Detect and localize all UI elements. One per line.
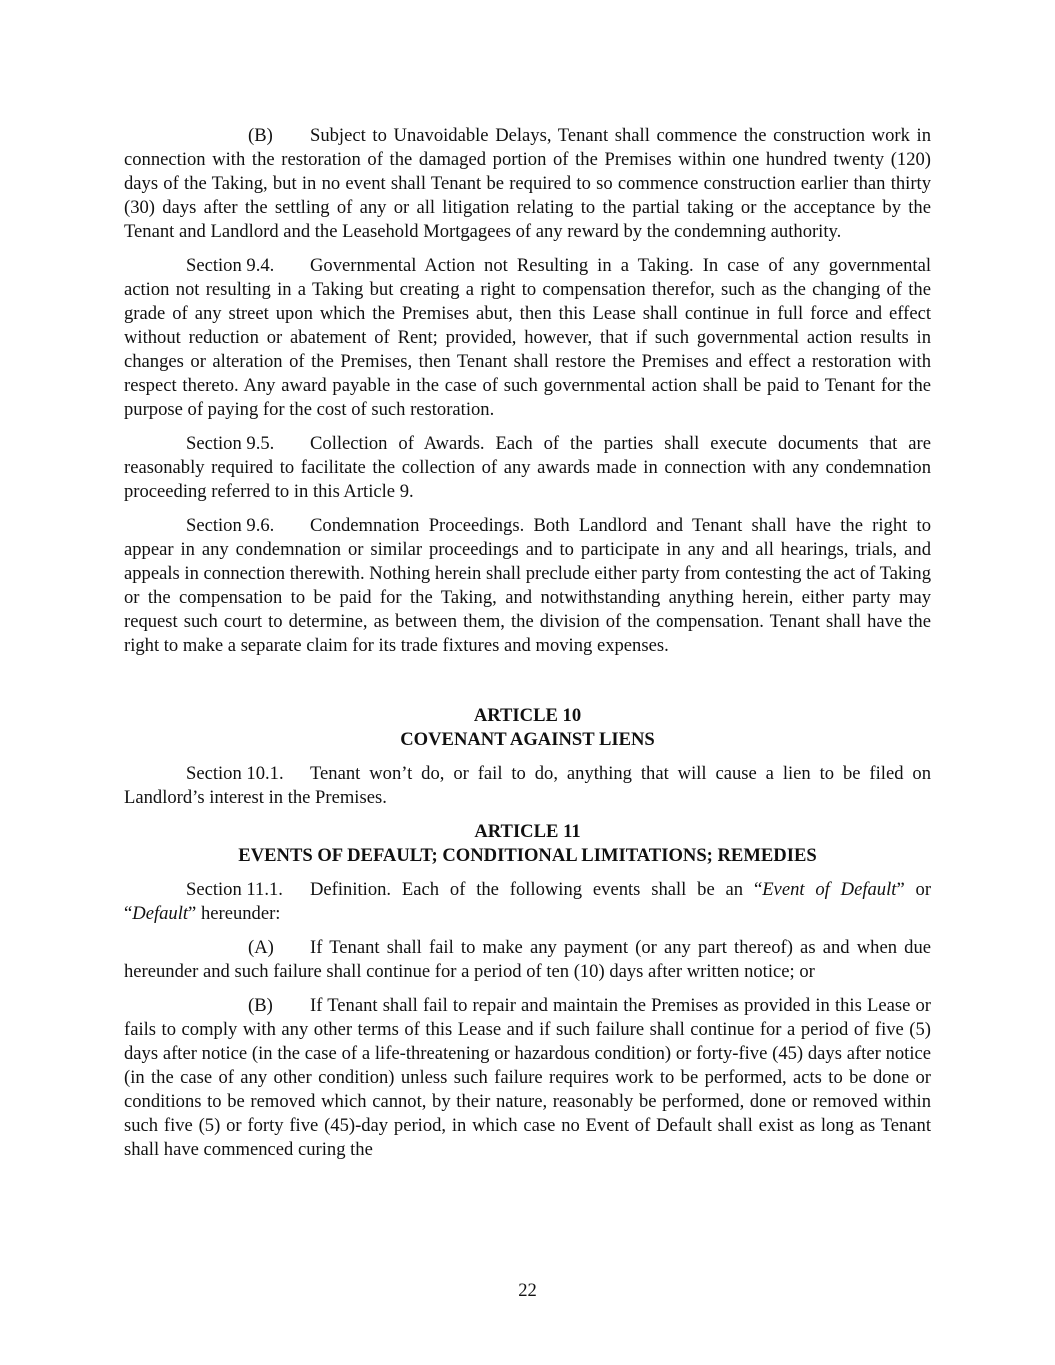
section-10-1 <box>124 762 931 810</box>
section-text-middle: ” or “ <box>124 879 932 924</box>
section-label: Section 11.1. <box>186 879 283 900</box>
article-number: ARTICLE 11 <box>474 821 581 842</box>
paragraph-b-repair <box>124 994 931 1162</box>
section-9-5 <box>124 432 931 504</box>
paragraph-label: (B) <box>248 995 273 1016</box>
paragraph-label: (B) <box>248 125 273 146</box>
article-10-heading <box>124 704 931 752</box>
paragraph-text: If Tenant shall fail to repair and maintain the Premises as provided in this Lease or fails to comply with any other terms of this Lease and if such failure shall continue for a period of five (5) days after notice (in the case of a life-threatening or hazardous condition) or forty-five (45) days after notice (in the case of any other condition) unless such failure requires work to be performed, acts to be done or conditions to be removed which cannot, by their nature, reasonably be performed, done or removed within such five (5) or forty five (45)-day period, in which case no Event of Default shall exist as long as Tenant shall have commenced curing the <box>124 995 931 1160</box>
section-label: Section 10.1. <box>186 763 284 784</box>
section-11-1 <box>124 878 931 926</box>
page-number: 22 <box>518 1280 537 1301</box>
document-page <box>124 124 931 1172</box>
section-9-6 <box>124 514 931 658</box>
section-9-4 <box>124 254 931 422</box>
article-title: COVENANT AGAINST LIENS <box>400 729 655 750</box>
section-text-after: ” hereunder: <box>188 903 281 924</box>
paragraph-text: Subject to Unavoidable Delays, Tenant shall commence the construction work in connection with the restoration of the damaged portion of the Premises within one hundred twenty (120) days of the Taking, but in no event shall Tenant be required to so commence construction earlier than thirty (30) days after the settling of any or all litigation relating to the partial taking or the acceptance by the Tenant and Landlord and the Leasehold Mortgagees of any reward by the condemning authority. <box>124 125 931 242</box>
section-text-before: Definition. Each of the following events shall be an “ <box>310 879 763 900</box>
section-text: Tenant won’t do, or fail to do, anything that will cause a lien to be filed on Landlord’s interest in the Premises. <box>124 763 931 808</box>
paragraph-label: (A) <box>248 937 274 958</box>
section-label: Section 9.5. <box>186 433 275 454</box>
paragraph-b-restoration <box>124 124 931 244</box>
section-label: Section 9.6. <box>186 515 275 536</box>
article-11-heading <box>124 820 931 868</box>
section-text: Collection of Awards. Each of the parties shall execute documents that are reasonably required to facilitate the collection of any awards made in connection with any condemnation proceeding referred to in this Article 9. <box>124 433 931 502</box>
article-title: EVENTS OF DEFAULT; CONDITIONAL LIMITATIONS; REMEDIES <box>238 845 817 866</box>
spacer <box>124 668 931 704</box>
defined-term-event-of-default: Event of Default <box>762 879 897 900</box>
section-label: Section 9.4. <box>186 255 275 276</box>
section-text: Governmental Action not Resulting in a Taking. In case of any governmental action not resulting in a Taking but creating a right to compensation therefor, such as the changing of the grade of any street upon which the Premises abut, then this Lease shall continue in full force and effect without reduction or abatement of Rent; provided, however, that if such governmental action results in changes or alteration of the Premises, then Tenant shall restore the Premises and effect a restoration with respect thereto. Any award payable in the case of such governmental action shall be paid to Tenant for the purpose of paying for the cost of such restoration. <box>124 255 931 420</box>
defined-term-default: Default <box>132 903 189 924</box>
article-number: ARTICLE 10 <box>473 705 582 726</box>
paragraph-text: If Tenant shall fail to make any payment (or any part thereof) as and when due hereunder and such failure shall continue for a period of ten (10) days after written notice; or <box>124 937 931 982</box>
section-text: Condemnation Proceedings. Both Landlord and Tenant shall have the right to appear in any condemnation or similar proceedings and to participate in any and all hearings, trials, and appeals in connection therewith. Nothing herein shall preclude either party from contesting the act of Taking or the compensation to be paid for the Taking, and notwithstanding anything herein, either party may request such court to determine, as between them, the division of the compensation. Tenant shall have the right to make a separate claim for its trade fixtures and moving expenses. <box>124 515 931 656</box>
paragraph-a-payment <box>124 936 931 984</box>
